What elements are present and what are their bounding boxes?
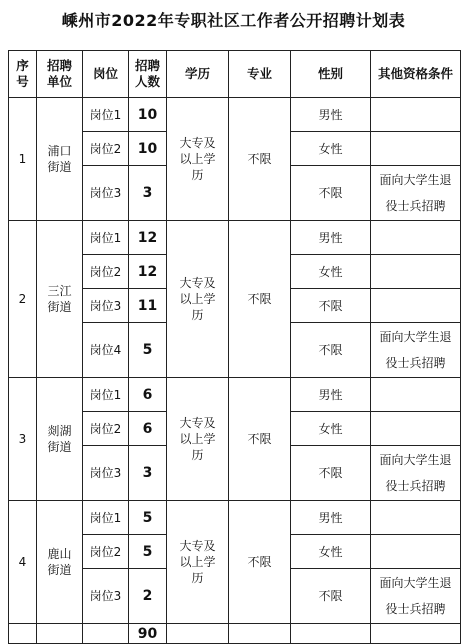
education-cell-line: 以上学 bbox=[179, 152, 216, 166]
other-cell bbox=[371, 98, 461, 132]
total-empty bbox=[83, 624, 129, 644]
education-cell-line: 大专及 bbox=[179, 276, 216, 290]
education-cell-line: 以上学 bbox=[179, 555, 216, 569]
total-empty bbox=[37, 624, 83, 644]
header-unit-line: 单位 bbox=[46, 74, 72, 89]
post-cell: 岗位1 bbox=[83, 98, 129, 132]
gender-cell: 不限 bbox=[291, 289, 371, 323]
gender-cell: 男性 bbox=[291, 501, 371, 535]
unit-cell-line: 街道 bbox=[47, 440, 72, 454]
gender-cell: 不限 bbox=[291, 446, 371, 501]
unit-cell-line: 三江 bbox=[47, 284, 72, 298]
gender-cell: 不限 bbox=[291, 323, 371, 378]
table-row bbox=[9, 501, 461, 535]
education-cell bbox=[167, 378, 229, 501]
count-cell: 12 bbox=[129, 255, 167, 289]
unit-cell bbox=[37, 501, 83, 624]
other-cell bbox=[371, 255, 461, 289]
education-cell bbox=[167, 501, 229, 624]
header-row bbox=[9, 51, 461, 98]
gender-cell: 男性 bbox=[291, 378, 371, 412]
other-cell bbox=[371, 569, 461, 624]
gender-cell: 女性 bbox=[291, 255, 371, 289]
unit-cell bbox=[37, 98, 83, 221]
header-other: 其他资格条件 bbox=[371, 51, 461, 98]
post-cell: 岗位3 bbox=[83, 289, 129, 323]
major-cell: 不限 bbox=[229, 378, 291, 501]
major-cell: 不限 bbox=[229, 501, 291, 624]
education-cell-line: 大专及 bbox=[179, 416, 216, 430]
post-cell: 岗位2 bbox=[83, 132, 129, 166]
other-cell bbox=[371, 412, 461, 446]
other-cell bbox=[371, 166, 461, 221]
table-row bbox=[9, 378, 461, 412]
count-cell: 3 bbox=[129, 166, 167, 221]
education-cell-line: 历 bbox=[191, 448, 204, 462]
post-cell: 岗位4 bbox=[83, 323, 129, 378]
document-title: 嵊州市2022年专职社区工作者公开招聘计划表 bbox=[61, 11, 406, 30]
education-cell-line: 以上学 bbox=[179, 432, 216, 446]
education-cell-line: 以上学 bbox=[179, 292, 216, 306]
seq-cell: 1 bbox=[9, 98, 37, 221]
header-count-line: 招聘 bbox=[134, 58, 160, 73]
count-cell: 5 bbox=[129, 535, 167, 569]
post-cell: 岗位2 bbox=[83, 535, 129, 569]
count-cell: 2 bbox=[129, 569, 167, 624]
unit-cell-line: 浦口 bbox=[47, 144, 72, 158]
header-seq-line: 序 bbox=[16, 58, 29, 73]
other-cell bbox=[371, 132, 461, 166]
post-cell: 岗位1 bbox=[83, 221, 129, 255]
seq-cell: 4 bbox=[9, 501, 37, 624]
post-cell: 岗位2 bbox=[83, 255, 129, 289]
other-cell-line: 役士兵招聘 bbox=[385, 602, 446, 616]
count-cell: 5 bbox=[129, 501, 167, 535]
header-unit-line: 招聘 bbox=[46, 58, 72, 73]
other-cell bbox=[371, 535, 461, 569]
education-cell-line: 历 bbox=[191, 308, 204, 322]
count-cell: 5 bbox=[129, 323, 167, 378]
header-seq-line: 号 bbox=[16, 74, 29, 89]
unit-cell-line: 街道 bbox=[47, 300, 72, 314]
unit-cell bbox=[37, 221, 83, 378]
unit-cell bbox=[37, 378, 83, 501]
other-cell-line: 面向大学生退 bbox=[379, 330, 452, 344]
header-seq bbox=[9, 51, 37, 98]
other-cell-line: 面向大学生退 bbox=[379, 173, 452, 187]
post-cell: 岗位3 bbox=[83, 166, 129, 221]
count-cell: 10 bbox=[129, 132, 167, 166]
other-cell-line: 面向大学生退 bbox=[379, 576, 452, 590]
total-empty bbox=[167, 624, 229, 644]
education-cell-line: 大专及 bbox=[179, 136, 216, 150]
count-cell: 12 bbox=[129, 221, 167, 255]
post-cell: 岗位2 bbox=[83, 412, 129, 446]
other-cell bbox=[371, 378, 461, 412]
major-cell: 不限 bbox=[229, 221, 291, 378]
gender-cell: 男性 bbox=[291, 98, 371, 132]
post-cell: 岗位1 bbox=[83, 501, 129, 535]
other-cell-line: 役士兵招聘 bbox=[385, 479, 446, 493]
header-education: 学历 bbox=[167, 51, 229, 98]
unit-cell-line: 街道 bbox=[47, 563, 72, 577]
education-cell bbox=[167, 221, 229, 378]
count-cell: 3 bbox=[129, 446, 167, 501]
total-count-cell: 90 bbox=[129, 624, 167, 644]
seq-cell: 3 bbox=[9, 378, 37, 501]
gender-cell: 不限 bbox=[291, 569, 371, 624]
recruitment-plan-table bbox=[8, 50, 461, 644]
header-count-line: 人数 bbox=[134, 74, 160, 89]
count-cell: 11 bbox=[129, 289, 167, 323]
gender-cell: 女性 bbox=[291, 412, 371, 446]
total-empty bbox=[371, 624, 461, 644]
other-cell-line: 役士兵招聘 bbox=[385, 356, 446, 370]
other-cell-line: 面向大学生退 bbox=[379, 453, 452, 467]
total-empty bbox=[291, 624, 371, 644]
table-row bbox=[9, 98, 461, 132]
header-count bbox=[129, 51, 167, 98]
table-row bbox=[9, 221, 461, 255]
unit-cell-line: 鹿山 bbox=[47, 547, 72, 561]
count-cell: 6 bbox=[129, 378, 167, 412]
other-cell-line: 役士兵招聘 bbox=[385, 199, 446, 213]
header-post: 岗位 bbox=[83, 51, 129, 98]
unit-cell-line: 剡湖 bbox=[47, 424, 72, 438]
other-cell bbox=[371, 446, 461, 501]
education-cell bbox=[167, 98, 229, 221]
gender-cell: 不限 bbox=[291, 166, 371, 221]
education-cell-line: 历 bbox=[191, 571, 204, 585]
gender-cell: 男性 bbox=[291, 221, 371, 255]
seq-cell: 2 bbox=[9, 221, 37, 378]
other-cell bbox=[371, 323, 461, 378]
header-unit bbox=[37, 51, 83, 98]
other-cell bbox=[371, 289, 461, 323]
total-empty bbox=[229, 624, 291, 644]
count-cell: 6 bbox=[129, 412, 167, 446]
gender-cell: 女性 bbox=[291, 132, 371, 166]
post-cell: 岗位3 bbox=[83, 446, 129, 501]
major-cell: 不限 bbox=[229, 98, 291, 221]
unit-cell-line: 街道 bbox=[47, 160, 72, 174]
other-cell bbox=[371, 501, 461, 535]
header-major: 专业 bbox=[229, 51, 291, 98]
post-cell: 岗位3 bbox=[83, 569, 129, 624]
header-gender: 性别 bbox=[291, 51, 371, 98]
count-cell: 10 bbox=[129, 98, 167, 132]
education-cell-line: 历 bbox=[191, 168, 204, 182]
gender-cell: 女性 bbox=[291, 535, 371, 569]
other-cell bbox=[371, 221, 461, 255]
education-cell-line: 大专及 bbox=[179, 539, 216, 553]
post-cell: 岗位1 bbox=[83, 378, 129, 412]
total-empty bbox=[9, 624, 37, 644]
total-row bbox=[9, 624, 461, 644]
